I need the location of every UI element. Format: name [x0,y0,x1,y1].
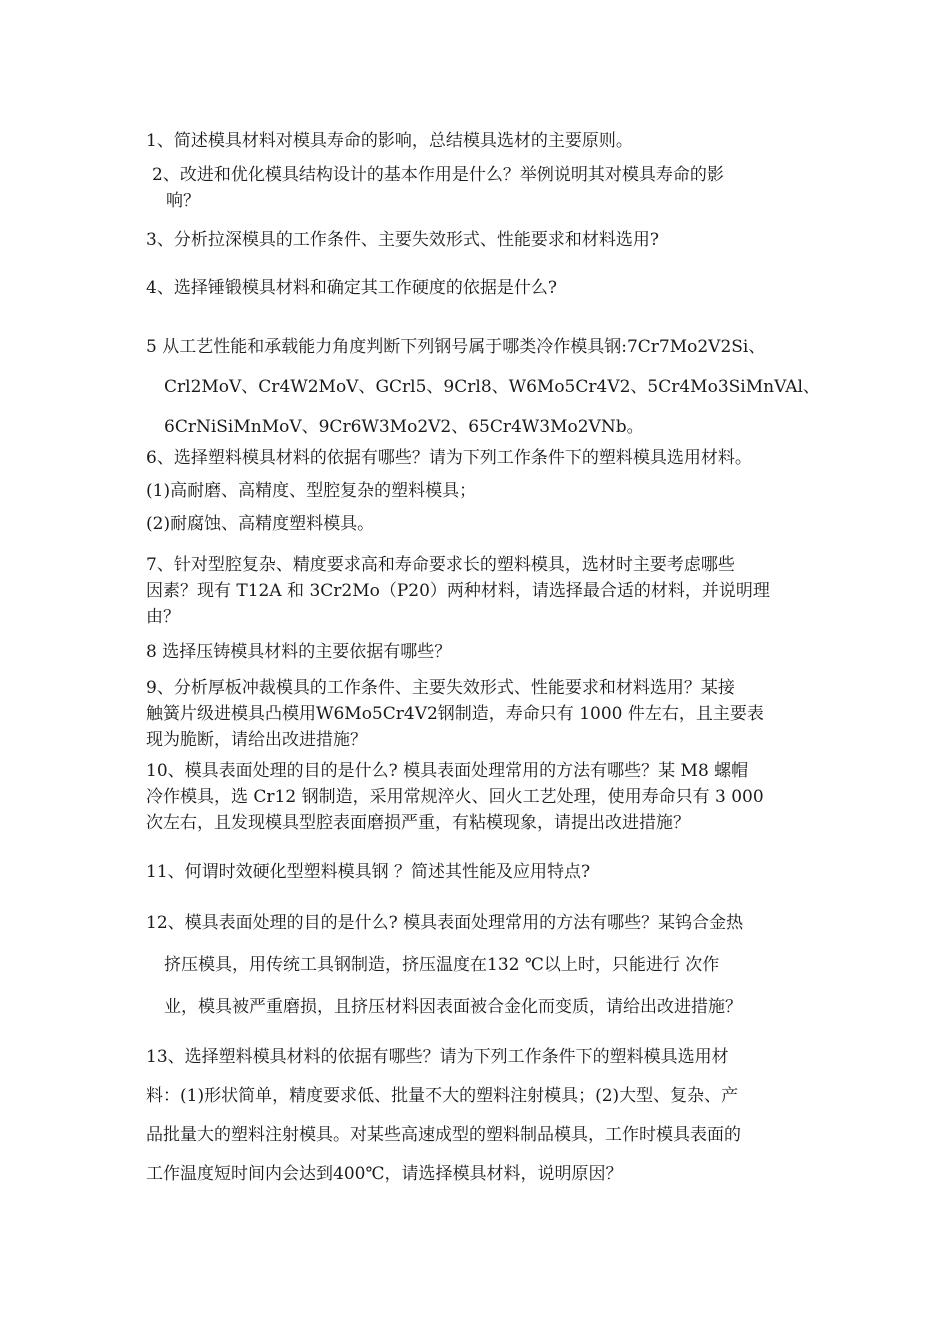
question-13-line-2: 料：(1)形状简单，精度要求低、批量不大的塑料注射模具；(2)大型、复杂、产 [146,1086,739,1106]
question-9 [146,675,816,753]
question-1-line-1: 1、简述模具材料对模具寿命的影响，总结模具选材的主要原则。 [146,131,633,151]
question-6-line-1: 6、选择塑料模具材料的依据有哪些？请为下列工作条件下的塑料模具选用材料。 [146,448,752,468]
question-9-line-1: 9、分析厚板冲裁模具的工作条件、主要失效形式、性能要求和材料选用？某接 [146,678,735,698]
question-10-line-1: 10、模具表面处理的目的是什么? 模具表面处理常用的方法有哪些？某 M8 螺帽 [146,761,749,781]
question-5-line-3: 6CrNiSiMnMoV、9Cr6W3Mo2V2、65Cr4W3Mo2VNb。 [164,417,644,437]
question-11-line-1: 11、何谓时效硬化型塑料模具钢 ？简述其性能及应用特点? [146,862,591,882]
question-7-line-3: 由？ [146,607,180,627]
question-6-line-2: (1)高耐磨、高精度、型腔复杂的塑料模具； [146,481,477,501]
question-8-line-1: 8 选择压铸模具材料的主要依据有哪些？ [146,642,452,662]
question-12-line-1: 12、模具表面处理的目的是什么? 模具表面处理常用的方法有哪些？某钨合金热 [146,913,744,933]
question-11 [146,857,816,882]
question-9-line-2: 触簧片级进模具凸模用W6Mo5Cr4V2钢制造，寿命只有 1000 件左右，且主要表 [146,704,764,724]
question-7-line-2: 因素？现有 T12A 和 3Cr2Mo（P20）两种材料，请选择最合适的材料，并说明理 [146,581,770,601]
question-1 [146,126,816,151]
question-7 [146,552,816,630]
question-10 [146,758,816,836]
question-5-line-2: Crl2MoV、Cr4W2MoV、GCrl5、9Crl8、W6Mo5Cr4V2、5Cr4Mo3SiMnVAl、 [164,377,820,397]
question-2-line-2: 响？ [166,191,200,211]
question-12-line-3: 业，模具被严重磨损，且挤压材料因表面被合金化而变质，请给出改进措施？ [164,997,742,1017]
question-2 [152,162,822,214]
question-2-line-1: 2、改进和优化模具结构设计的基本作用是什么？举例说明其对模具寿命的影 [152,165,724,185]
question-10-line-2: 冷作模具，选 Cr12 钢制造，采用常规淬火、回火工艺处理，使用寿命只有 3 000 [146,787,764,807]
question-12-line-2: 挤压模具，用传统工具钢制造，挤压温度在132 ℃以上时，只能进行 次作 [164,955,720,975]
question-13 [146,1038,816,1194]
question-5 [146,327,820,447]
question-13-line-3: 品批量大的塑料注射模具。对某些高速成型的塑料制品模具，工作时模具表面的 [146,1125,741,1145]
question-4 [146,273,816,298]
question-9-line-3: 现为脆断，请给出改进措施？ [146,730,367,750]
question-3-line-1: 3、分析拉深模具的工作条件、主要失效形式、性能要求和材料选用? [146,230,659,250]
question-10-line-3: 次左右，且发现模具型腔表面磨损严重，有粘模现象，请提出改进措施？ [146,813,690,833]
question-13-line-1: 13、选择塑料模具材料的依据有哪些？请为下列工作条件下的塑料模具选用材 [146,1047,729,1067]
question-6-line-3: (2)耐腐蚀、高精度塑料模具。 [146,514,375,534]
question-12 [146,902,816,1028]
question-5-line-1: 5 从工艺性能和承载能力角度判断下列钢号属于哪类冷作模具钢:7Cr7Mo2V2Si、 [146,337,766,357]
question-7-line-1: 7、针对型腔复杂、精度要求高和寿命要求长的塑料模具，选材时主要考虑哪些 [146,555,735,575]
question-13-line-4: 工作温度短时间内会达到400℃，请选择模具材料，说明原因？ [146,1164,623,1184]
question-8 [146,637,816,662]
question-3 [146,225,816,250]
question-6 [146,442,816,541]
question-4-line-1: 4、选择锤锻模具材料和确定其工作硬度的依据是什么? [146,278,557,298]
